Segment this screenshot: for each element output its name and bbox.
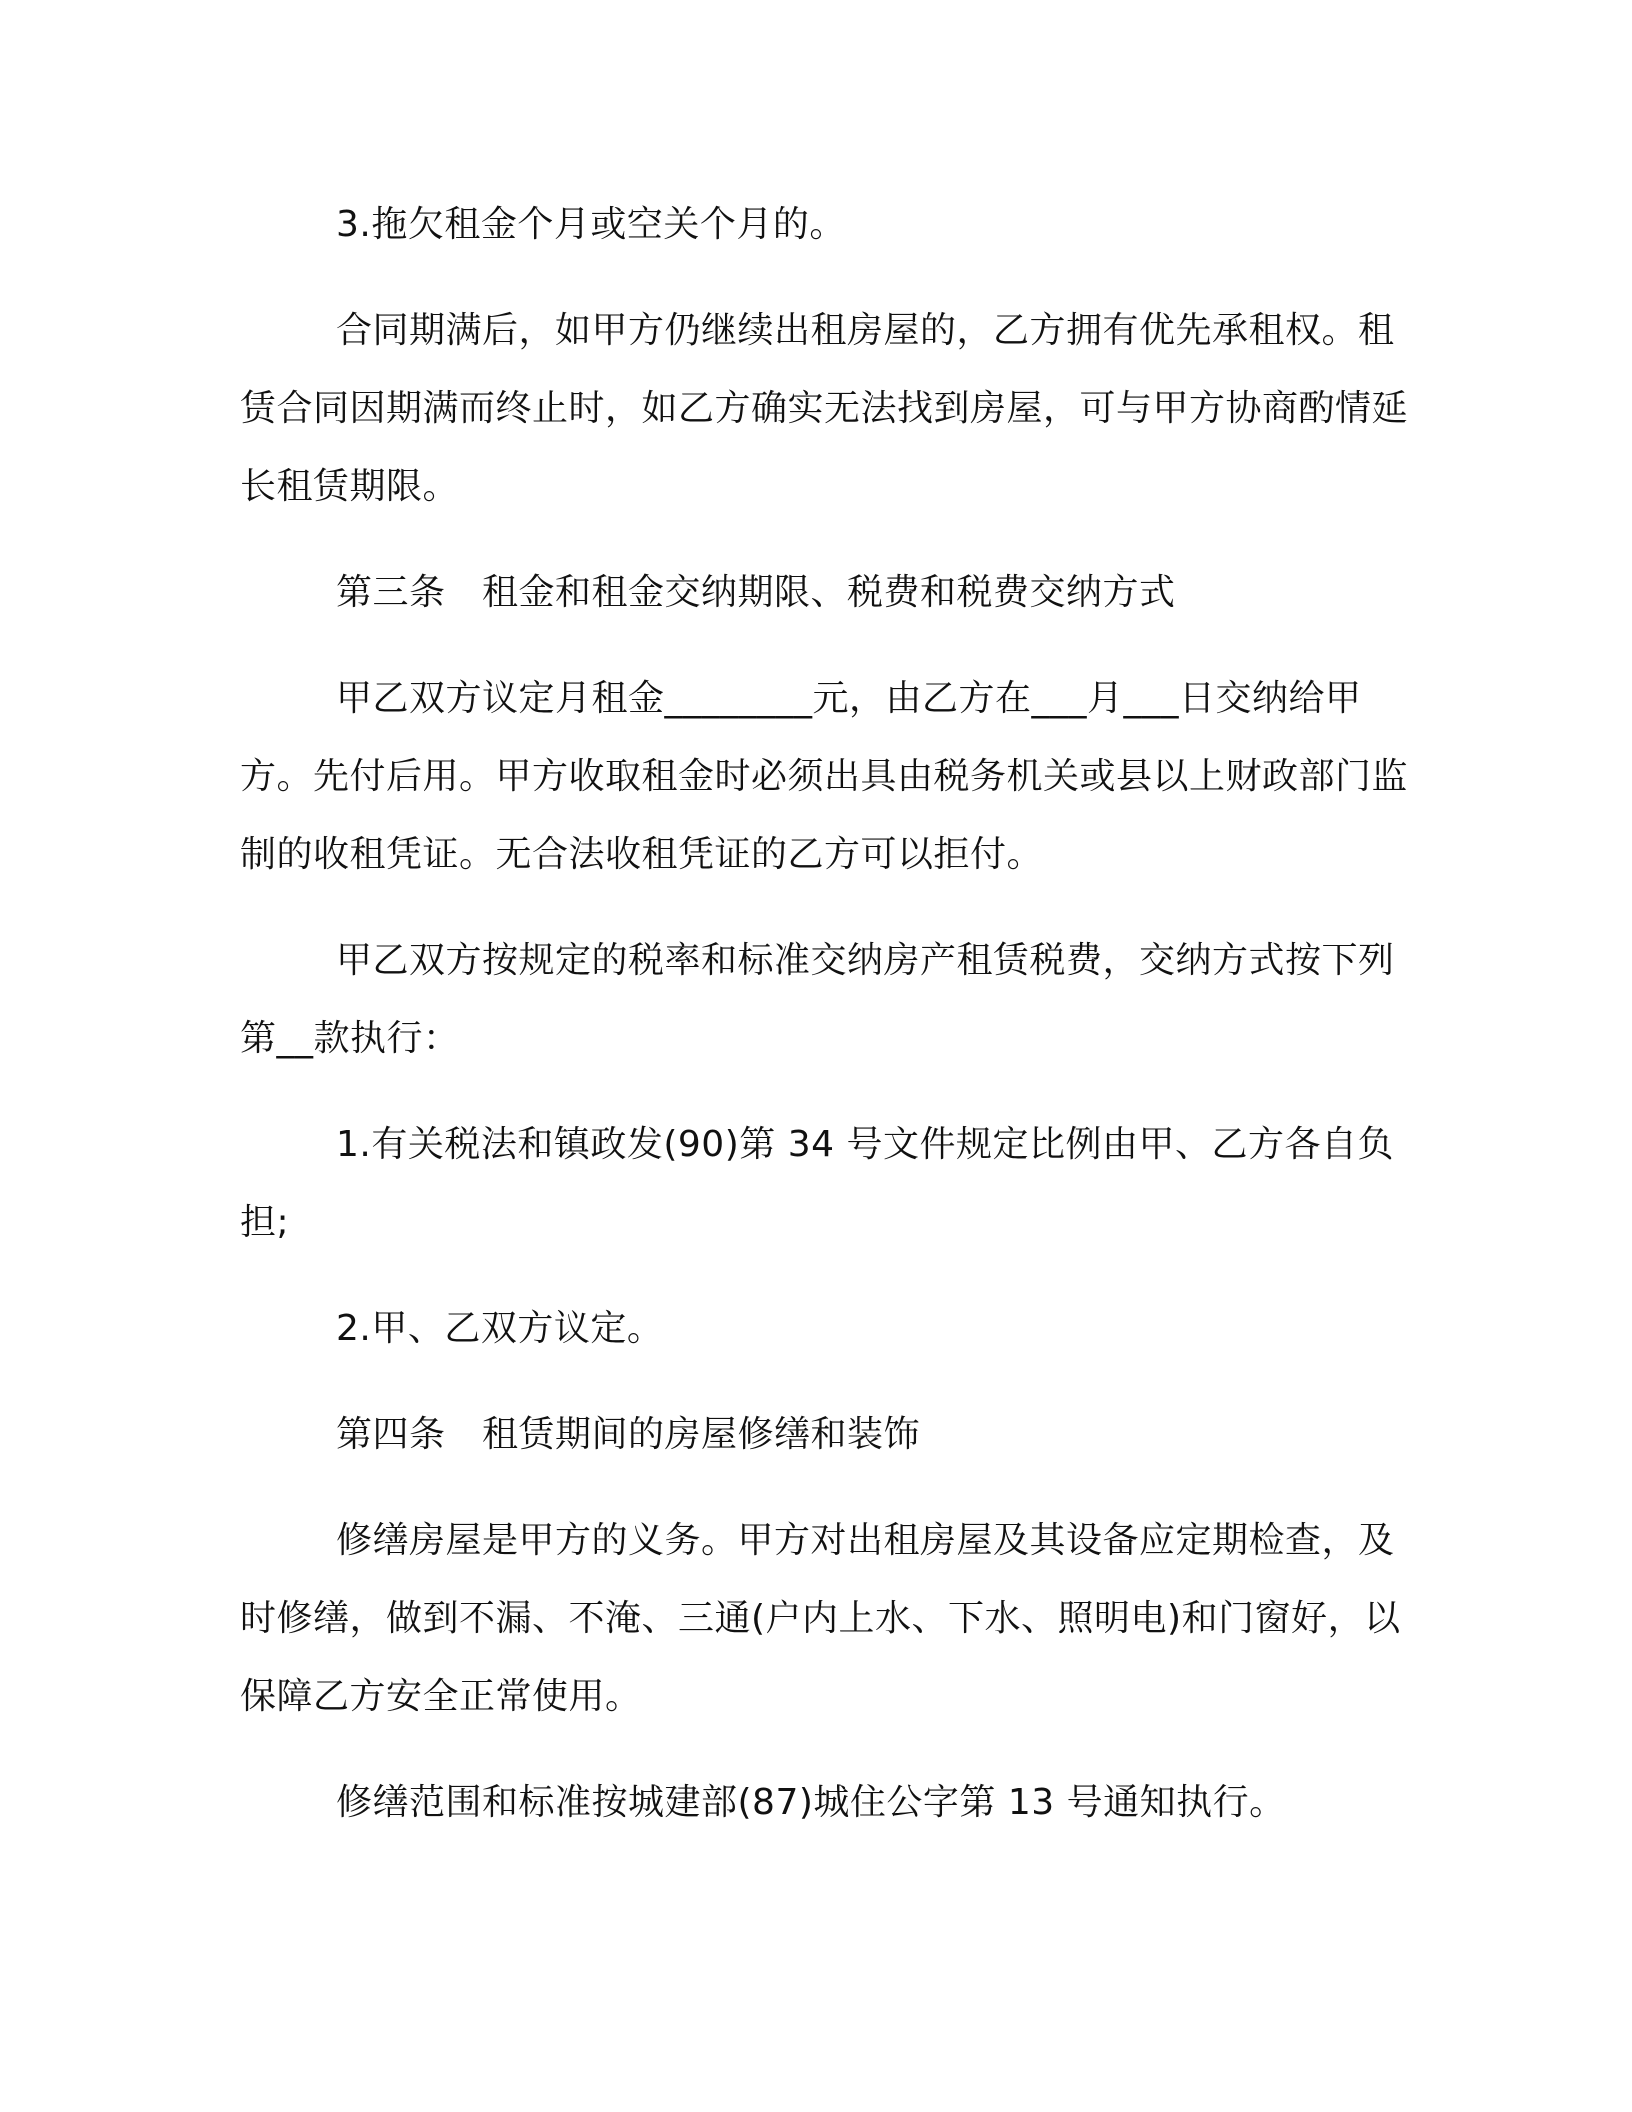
tax-payment-paragraph: 甲乙双方按规定的税率和标准交纳房产租赁税费，交纳方式按下列第__款执行： (240, 940, 1395, 1059)
repair-scope-paragraph: 修缮范围和标准按城建部(87)城住公字第 13 号通知执行。 (336, 1782, 1286, 1823)
article-3-heading: 第三条 租金和租金交纳期限、税费和税费交纳方式 (336, 572, 1176, 613)
renewal-paragraph: 合同期满后，如甲方仍继续出租房屋的，乙方拥有优先承租权。租赁合同因期满而终止时，如乙方确实无法找到房屋，可与甲方协商酌情延长租赁期限。 (240, 310, 1409, 507)
document-page (240, 186, 1410, 1870)
repair-obligation-paragraph: 修缮房屋是甲方的义务。甲方对出租房屋及其设备应定期检查，及时修缮，做到不漏、不淹、三通(户内上水、下水、照明电)和门窗好，以保障乙方安全正常使用。 (240, 1520, 1401, 1717)
tax-option-2: 2.甲、乙双方议定。 (336, 1308, 664, 1349)
clause-item-3: 3.拖欠租金个月或空关个月的。 (336, 204, 846, 245)
article-4-heading: 第四条 租赁期间的房屋修缮和装饰 (336, 1414, 921, 1455)
tax-option-1: 1.有关税法和镇政发(90)第 34 号文件规定比例由甲、乙方各自负担; (240, 1124, 1394, 1243)
rent-payment-paragraph: 甲乙双方议定月租金________元，由乙方在___月___日交纳给甲方。先付后用。甲方收取租金时必须出具由税务机关或县以上财政部门监制的收租凭证。无合法收租凭证的乙方可以拒付。 (240, 678, 1409, 875)
